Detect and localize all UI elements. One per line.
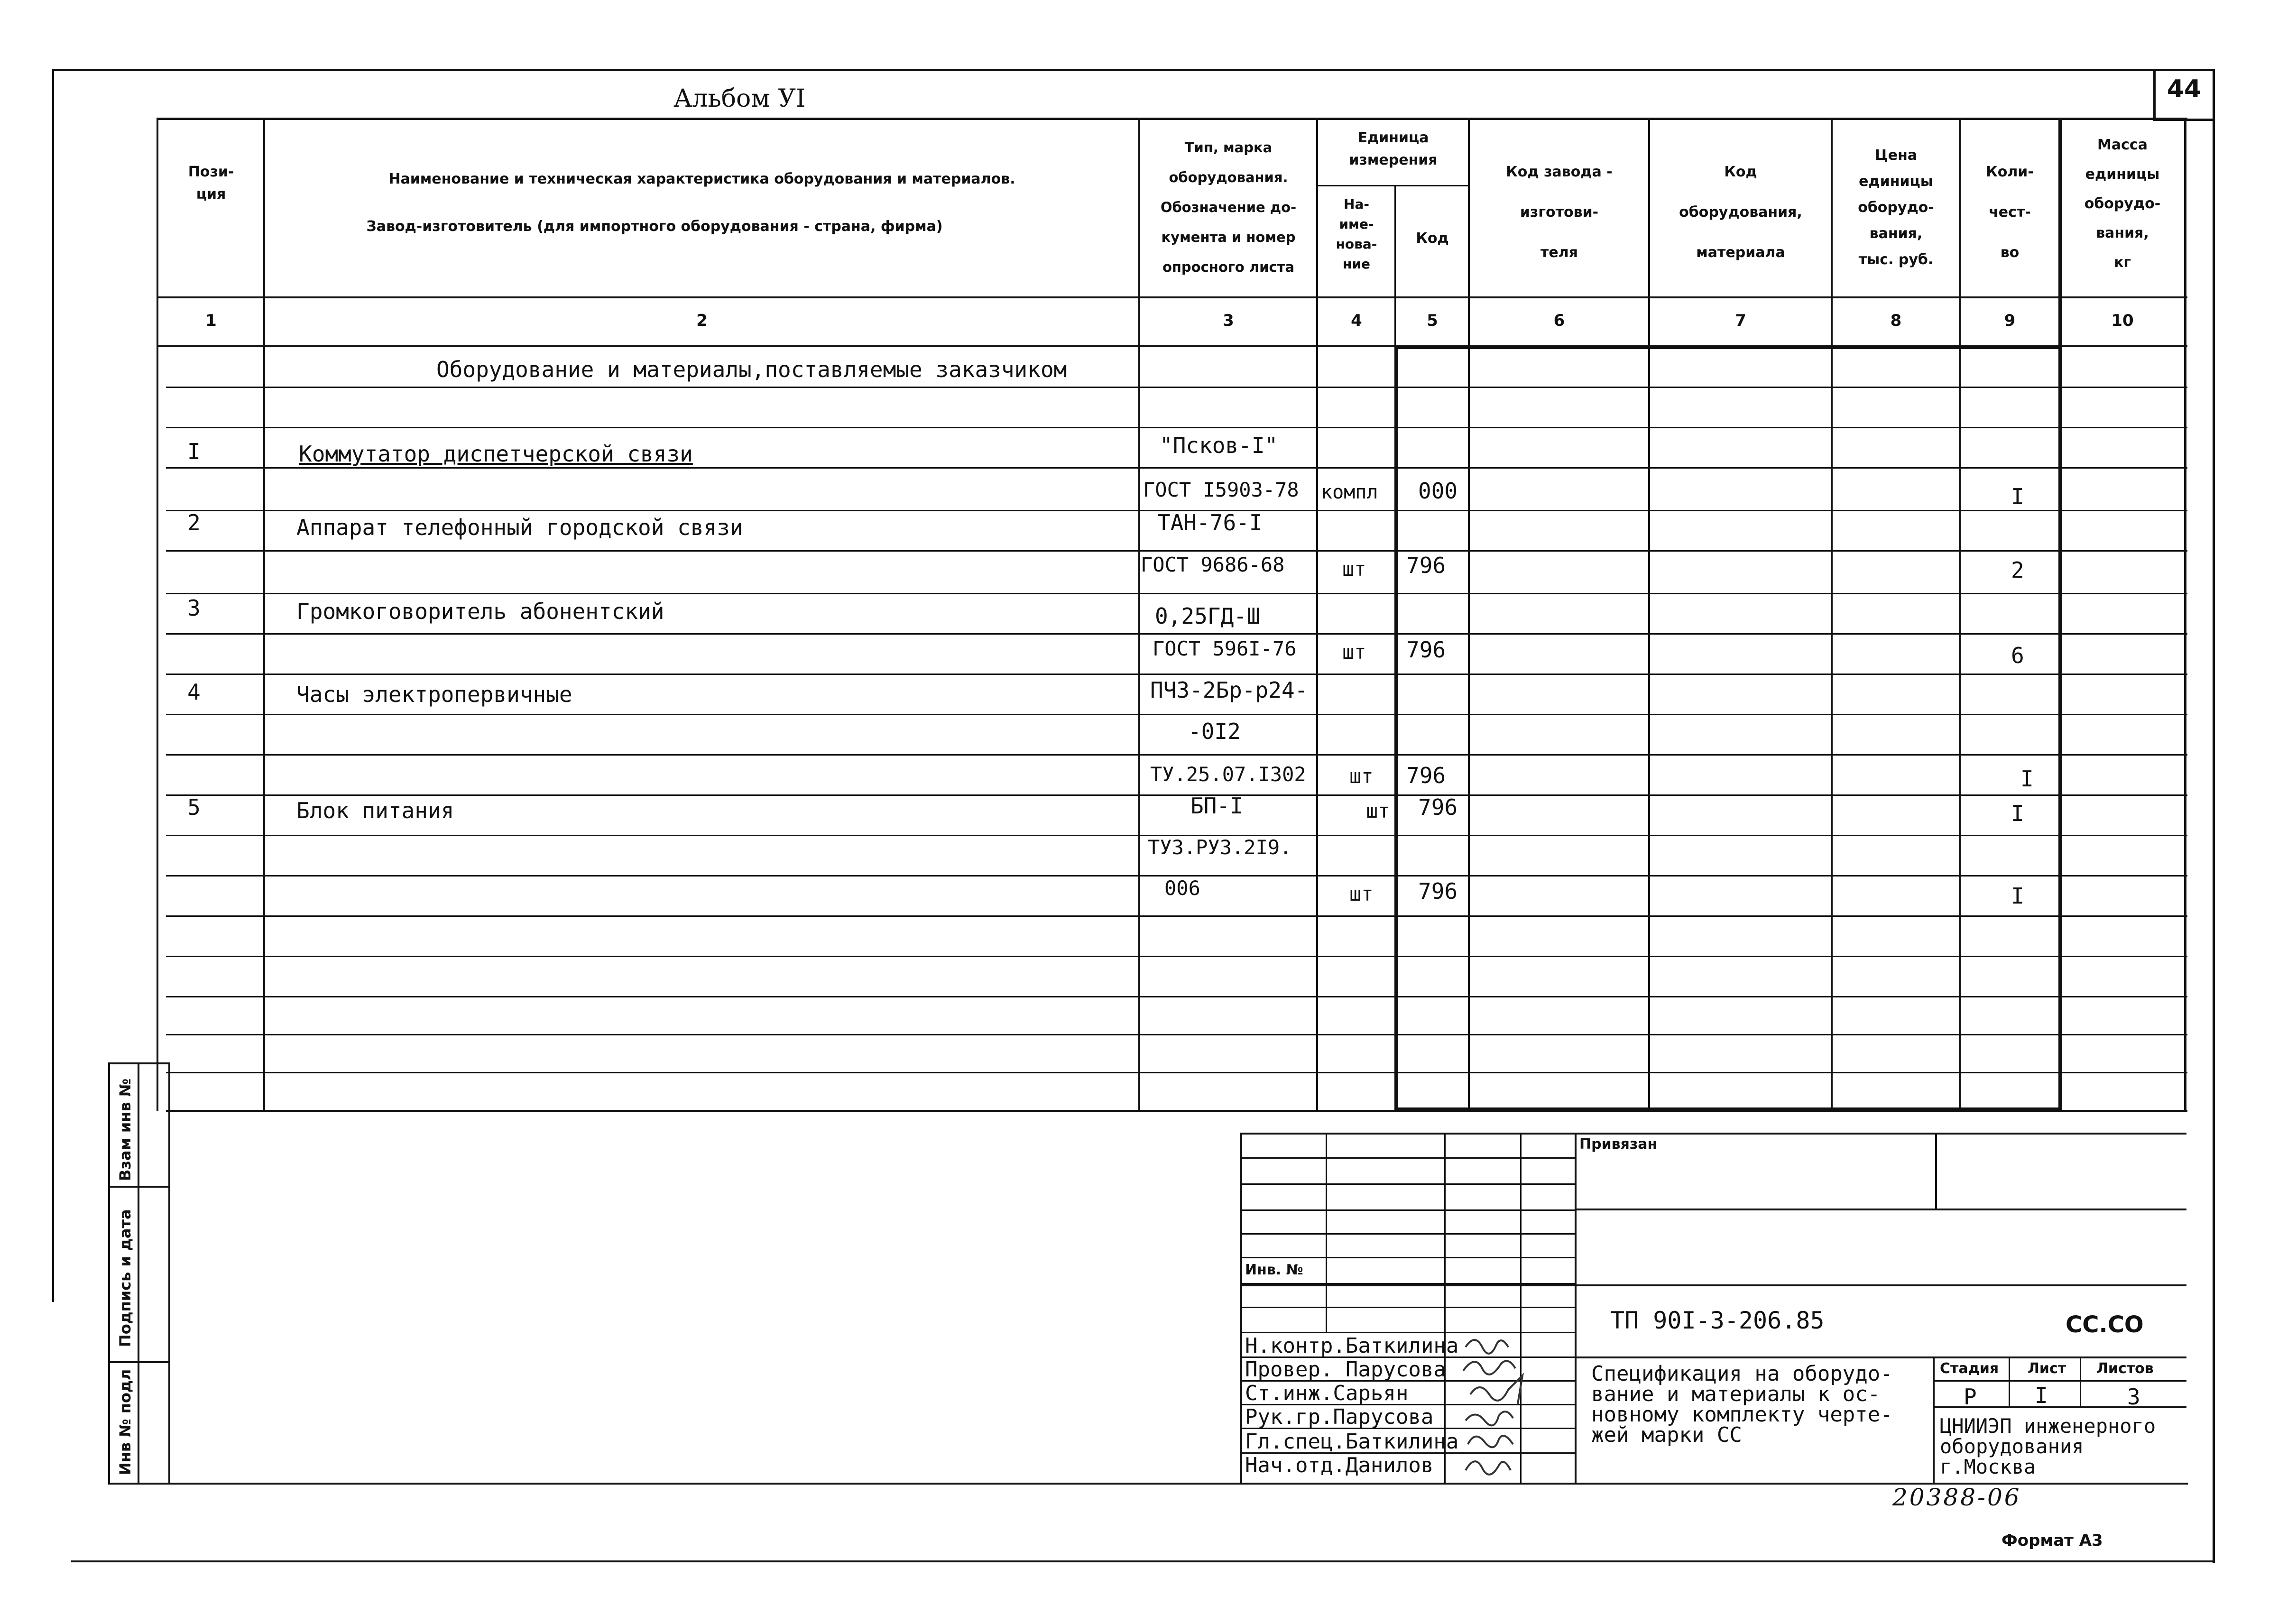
row-line [166,1072,2187,1073]
inv-number-label: Инв. № [1245,1262,1303,1278]
item-name: Громкоговоритель абонентский [296,599,664,624]
row-line [166,956,2187,957]
side-box-top [108,1062,170,1064]
row-line [166,633,2187,635]
item-type: 0,25ГД-Ш [1155,603,1260,629]
thick-box-top [1394,346,2061,349]
item-quantity: I [2011,801,2024,826]
row-line [166,714,2187,715]
row-line [166,1034,2187,1035]
column-number: 4 [1351,311,1362,330]
header-quantity: Коли- чест- во [1986,164,2034,261]
signer-row: Н.контр.Баткилина [1245,1334,1459,1358]
signer-row: Ст.инж.Сарьян [1245,1381,1409,1405]
row-line [166,593,2187,594]
stamp-outer-left [1240,1134,1242,1485]
document-mark: СС.СО [2066,1311,2144,1338]
item-unit-code: 000 [1418,478,1458,504]
signer-row: Провер. Парусова [1245,1357,1446,1382]
item-unit: шт [1366,799,1390,822]
item-unit-code: 796 [1406,763,1446,788]
row-line [166,996,2187,997]
item-type: БП-I [1190,793,1243,819]
sheets-label: Листов [2096,1360,2154,1377]
column-number: 9 [2004,311,2016,330]
sheets-value: 3 [2127,1384,2140,1410]
column-number: 3 [1223,311,1234,330]
item-type-standard: ГОСТ I5903-78 [1143,478,1299,501]
side-label-vzam: Взам инв № [116,1078,134,1181]
col-line [157,118,158,1111]
side-box-right [138,1062,139,1485]
stamp-row [1240,1307,1575,1308]
item-name: Аппарат телефонный городской связи [296,515,743,540]
row-line [166,427,2187,428]
item-type: ТАН-76-I [1157,510,1263,535]
col-line [1648,118,1650,1111]
header-unit-code: Код [1416,230,1449,247]
frame-right [2213,69,2215,1563]
header-unit-name: На- име- нова- ние [1336,196,1377,272]
signatures [1461,1328,1584,1485]
item-name: Блок питания [296,798,454,823]
item-unit-code: 796 [1406,637,1446,663]
item-unit-code: 796 [1406,553,1446,578]
col-line [1316,118,1318,1111]
item-position: I [187,439,201,464]
privyazan-label: Привязан [1579,1136,1658,1153]
item-type-standard: ТУ.25.07.I302 [1150,763,1306,786]
col-line-thick [1394,349,1398,1111]
stage-label: Стадия [1940,1360,1999,1377]
signer-row: Рук.гр.Парусова [1245,1405,1434,1429]
item-position: 3 [187,595,201,621]
unit-split-line [1316,185,1468,186]
document-code: ТП 90I-3-206.85 [1610,1307,1825,1334]
column-number: 10 [2111,311,2134,330]
row-line [166,754,2187,756]
signer-row: Гл.спец.Баткилина [1245,1430,1459,1454]
header-type: Тип, марка оборудования. Обозначение до- кумента и номер опросного листа [1160,139,1297,275]
stamp-row [1240,1183,1575,1185]
stamp-row [1240,1257,1575,1258]
item-type-continued: 006 [1164,877,1200,900]
item-type-standard: ТУЗ.РУЗ.2I9. [1148,836,1292,859]
side-box-mid [168,1062,170,1485]
sheet-label: Лист [2028,1360,2066,1377]
item-unit: шт [1342,640,1366,664]
column-number: 5 [1427,311,1438,330]
stamp-row [1240,1157,1575,1159]
stamp-row-thick [1240,1284,2186,1286]
item-type-standard: ГОСТ 9686-68 [1141,553,1285,576]
item-quantity: 6 [2011,643,2024,668]
drawing-title: Спецификация на оборудо- вание и материалы к ос- новному комплекту черте- жей марки СС [1591,1362,1893,1447]
item-quantity: 2 [2011,557,2024,583]
stage-col [2080,1356,2081,1408]
side-box-sep [108,1186,170,1188]
item-unit: компл [1321,481,1378,503]
stage-row-1 [1933,1380,2186,1382]
header-name-line1: Наименование и техническая характеристика оборудования и материалов. [388,171,1015,187]
item-unit: шт [1342,557,1366,581]
item-position: 2 [187,510,201,535]
col-line [1959,118,1961,1111]
side-label-sign-date: Подпись и дата [116,1209,134,1347]
archive-number: 20388-06 [1892,1484,2021,1511]
item-name: Часы электропервичные [296,682,572,707]
sheet-number: 44 [2167,75,2202,103]
item-unit: шт [1349,765,1374,788]
row-line [166,794,2187,796]
header-mass: Масса единицы оборудо- вания, кг [2084,137,2161,271]
row-line [166,387,2187,388]
item-quantity: I [2011,883,2024,909]
frame-left [52,69,54,1302]
header-bottom-line [157,296,2187,298]
side-label-inv-no: Инв № подл [116,1369,134,1475]
column-number: 6 [1553,311,1565,330]
item-type: ПЧЗ-2Бр-р24- [1150,677,1308,703]
row-line [166,915,2187,917]
side-box-sep [108,1361,170,1363]
organization: ЦНИИЭП инженерного оборудования г.Москва [1940,1414,2156,1478]
signer-row: Нач.отд.Данилов [1245,1453,1434,1477]
header-price: Цена единицы оборудо- вания, тыс. руб. [1858,147,1934,268]
table-top-line [157,118,2187,120]
stamp-top [1240,1133,2186,1135]
row-line [166,467,2187,469]
item-type: "Псков-I" [1160,433,1278,458]
column-number: 8 [1890,311,1902,330]
col-line [263,118,265,1111]
col-line [1831,118,1833,1111]
frame-bottom [71,1560,2215,1562]
item-position: 4 [187,679,201,705]
side-box-left [108,1062,110,1485]
thick-box-bottom [1394,1107,2061,1111]
row-line [166,674,2187,675]
format-label: Формат А3 [2002,1531,2103,1550]
stage-col [2009,1356,2010,1408]
item-type-standard: ГОСТ 596I-76 [1153,637,1297,660]
privyazan-bottom [1575,1209,2186,1210]
header-equipment-code: Код оборудования, материала [1679,164,1802,261]
code-row-bottom [1575,1356,2186,1358]
col-line [2184,118,2186,1111]
item-unit-code: 796 [1418,878,1458,904]
side-box-bottom [108,1483,2188,1485]
frame-top [52,69,2215,71]
section-title: Оборудование и материалы,поставляемые заказчиком [436,357,1067,382]
stage-value: Р [1964,1384,1977,1410]
privyazan-divider [1935,1134,1937,1209]
item-name: Коммутатор диспетчерской связи [299,441,693,467]
sheet-value: I [2035,1383,2048,1408]
stamp-row [1240,1209,1575,1211]
item-unit-code: 796 [1418,794,1458,820]
title-divider [1933,1356,1935,1485]
stamp-row [1240,1233,1575,1235]
col-line [1468,118,1470,1111]
column-number: 1 [205,311,217,330]
header-position: Пози- ция [188,164,234,203]
column-number: 2 [696,311,708,330]
header-name-line2: Завод-изготовитель (для импортного оборудования - страна, фирма) [366,218,943,235]
item-quantity: I [2020,766,2034,792]
album-title: Альбом УI [673,84,806,113]
item-type-continued: -0I2 [1188,719,1241,744]
col-line [1138,118,1140,1111]
row-line [166,550,2187,552]
header-factory-code: Код завода - изготови- теля [1506,164,1613,261]
item-position: 5 [187,794,201,820]
item-quantity: I [2011,484,2024,509]
header-unit: Единица измерения [1349,129,1438,168]
item-unit: шт [1349,882,1374,905]
column-number: 7 [1735,311,1746,330]
